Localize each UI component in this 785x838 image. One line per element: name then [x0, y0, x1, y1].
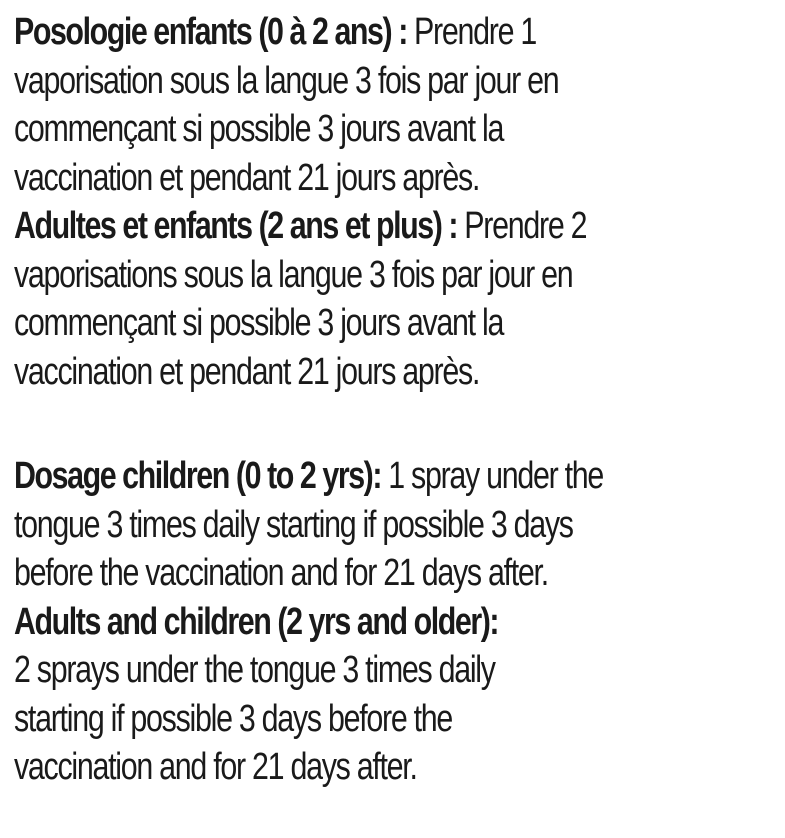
en-adults-heading: Adults and children (2 yrs and older): [14, 600, 499, 643]
fr-children-heading: Posologie enfants (0 à 2 ans) : [14, 11, 407, 53]
section-spacer [14, 396, 779, 452]
fr-children-line-4: vaccination et pendant 21 jours après. [14, 156, 480, 199]
en-adults-line-3: starting if possible 3 days before the [14, 697, 453, 740]
fr-children-dosage [14, 8, 779, 202]
fr-adults-heading: Adultes et enfants (2 ans et plus) : [14, 205, 458, 247]
en-children-dosage [14, 452, 779, 598]
en-children-line-1 [14, 452, 626, 501]
fr-adults-line-4: vaccination et pendant 21 jours après. [14, 350, 480, 393]
en-children-heading: Dosage children (0 to 2 yrs): [14, 455, 382, 497]
en-children-line-2: tongue 3 times daily starting if possible 3 days [14, 503, 573, 546]
fr-children-line-3: commençant si possible 3 jours avant la [14, 108, 504, 150]
fr-children-line-1 [14, 8, 626, 57]
en-adults-dosage [14, 598, 779, 792]
en-children-line-3: before the vaccination and for 21 days after. [14, 552, 548, 594]
fr-children-line-1-text: Prendre 1 [406, 11, 537, 53]
fr-children-line-2: vaporisation sous la langue 3 fois par jour en [14, 59, 559, 102]
fr-adults-line-3: commençant si possible 3 jours avant la [14, 302, 504, 344]
en-adults-line-4: vaccination and for 21 days after. [14, 746, 417, 788]
en-children-line-1-text: 1 spray under the [381, 455, 604, 497]
fr-adults-dosage [14, 202, 779, 396]
fr-adults-line-1 [14, 202, 626, 251]
dosage-document [14, 8, 779, 792]
fr-adults-line-1-text: Prendre 2 [457, 205, 587, 247]
fr-adults-line-2: vaporisations sous la langue 3 fois par jour en [14, 253, 573, 296]
en-adults-line-2: 2 sprays under the tongue 3 times daily [14, 649, 495, 691]
